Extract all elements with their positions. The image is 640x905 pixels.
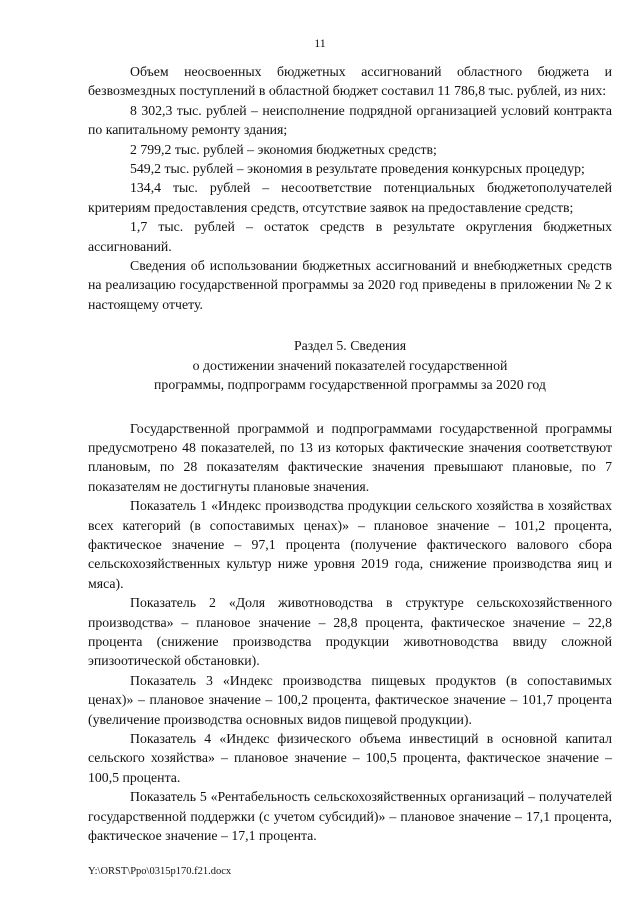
paragraph-indicator-4: Показатель 4 «Индекс физического объема инвестиций в основной капитал сельского хозяйства» – плановое значение – 100,5 процента, фактическое значение – 100,5 процента. [88,731,612,785]
section-heading-line: о достижении значений показателей государственной [192,357,508,373]
paragraph-unspent-total: Объем неосвоенных бюджетных ассигнований областного бюджета и безвозмездных поступлений в областной бюджет составил 11 786,8 тыс. рублей, из них: [88,64,612,99]
paragraph-tender-savings: 549,2 тыс. рублей – экономия в результате проведения конкурсных процедур; [130,161,585,177]
paragraph-indicator-5: Показатель 5 «Рентабельность сельскохозяйственных организаций – получателей государственной поддержки (с учетом субсидий)» – плановое значение – 17,1 процента, фактическое значение – 17,1 процента. [88,789,612,844]
paragraph-indicator-2: Показатель 2 «Доля животноводства в структуре сельскохозяйственного производства» – плановое значение – 28,8 процента, фактическое значение – 22,8 процента (снижение производства продукции животноводства ввиду сложной эпизоотической обстановки). [88,595,612,669]
paragraph-criteria-mismatch: 134,4 тыс. рублей – несоответствие потенциальных бюджетополучателей критериям предоставления средств, отсутствие заявок на предоставление средств; [88,180,612,215]
page-number: 11 [314,36,326,50]
section-heading-line: Раздел 5. Сведения [293,338,407,354]
section-heading-line: программы, подпрограмм государственной программы за 2020 год [154,377,546,393]
footer-file-path: Y:\ORST\Ppo\0315p170.f21.docx [88,866,232,877]
section-heading [88,336,612,394]
paragraph-indicator-3: Показатель 3 «Индекс производства пищевых продуктов (в сопоставимых ценах)» – плановое значение – 100,2 процента, фактическое значение – 101,7 процента (увеличение производства основных видов пищевой продукции). [88,672,612,727]
paragraph-budget-savings: 2 799,2 тыс. рублей – экономия бюджетных средств; [130,141,437,157]
paragraph-contract-repair: 8 302,3 тыс. рублей – неисполнение подрядной организацией условий контракта по капитальному ремонту здания; [88,102,612,138]
paragraph-appendix-reference: Сведения об использовании бюджетных ассигнований и внебюджетных средств на реализацию государственной программы за 2020 год приведены в приложении № 2 к настоящему отчету. [88,258,612,312]
paragraph-indicators-summary: Государственной программой и подпрограммами государственной программы предусмотрено 48 показателей, по 13 из которых фактические значения соответствуют плановым, по 28 показателям фактические значения превышают плановые, по 7 показателям не достигнуты плановые значения. [88,420,612,494]
paragraph-rounding-remainder: 1,7 тыс. рублей – остаток средств в результате округления бюджетных ассигнований. [88,219,612,254]
paragraph-indicator-1: Показатель 1 «Индекс производства продукции сельского хозяйства в хозяйствах всех категорий (в сопоставимых ценах)» – плановое значение – 101,2 процента, фактическое значение – 97,1 процента (получение фактического валового сбора сельскохозяйственных культур ниже уровня 2019 года, снижение производства яиц и мяса). [88,498,612,591]
document-body [88,62,612,845]
